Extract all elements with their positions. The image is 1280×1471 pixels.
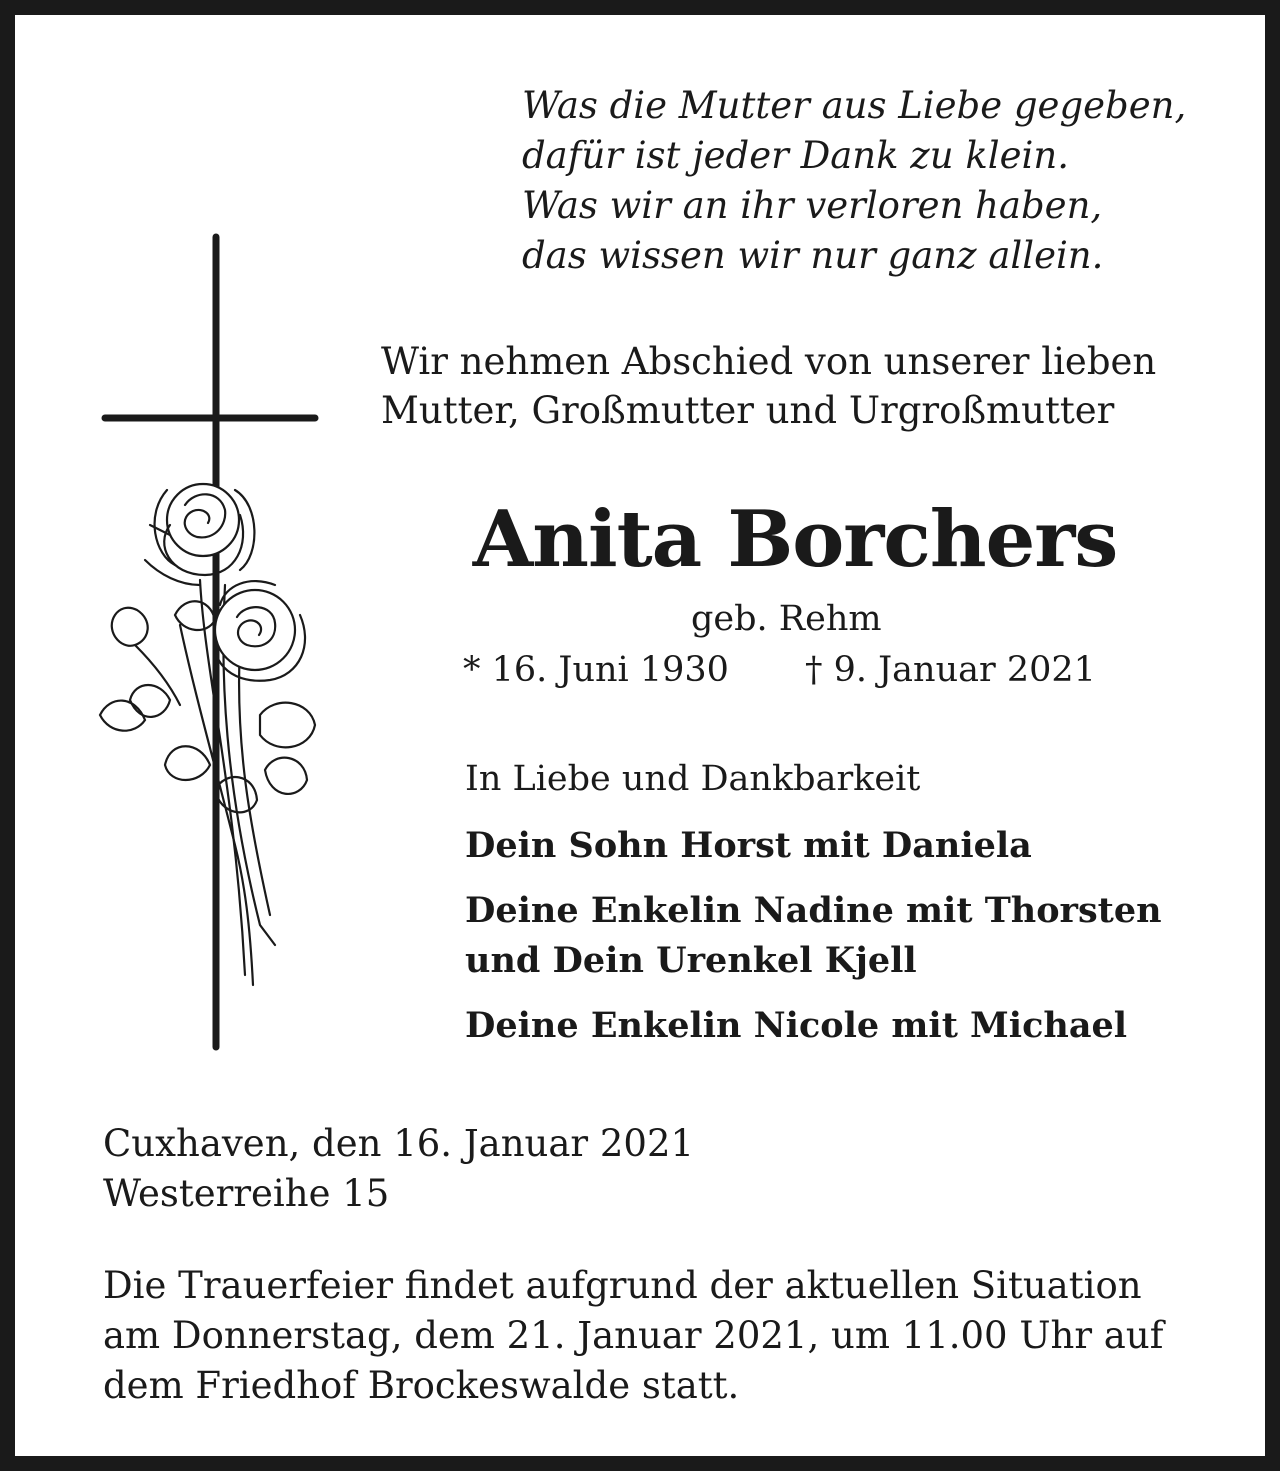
farewell-intro [381,337,1156,435]
maiden-name: geb. Rehm [691,599,882,639]
place-date-line: Cuxhaven, den 16. Januar 2021 [103,1122,695,1165]
death-date: † 9. Januar 2021 [805,650,1096,690]
mourner-line: Deine Enkelin Nicole mit Michael [465,1005,1128,1046]
poem [522,81,1186,281]
notice-line: Die Trauerfeier findet aufgrund der aktuellen Situation [103,1264,1142,1307]
mourner-group [465,886,1162,986]
cross-with-roses-icon [75,225,325,1055]
address-line: Westerreihe 15 [103,1172,390,1215]
mourner-line: Deine Enkelin Nadine mit Thorsten [465,890,1162,931]
mourner-group [465,821,1032,871]
notice-line: dem Friedhof Brockeswalde statt. [103,1364,740,1407]
intro-line: Wir nehmen Abschied von unserer lieben [381,340,1157,383]
mourner-line: und Dein Urenkel Kjell [465,940,917,981]
poem-line: Was wir an ihr verloren haben, [522,184,1103,227]
birth-date: * 16. Juni 1930 [463,650,729,690]
poem-line: das wissen wir nur ganz allein. [522,234,1104,277]
funeral-notice [103,1261,1163,1411]
poem-line: Was die Mutter aus Liebe gegeben, [522,84,1187,127]
notice-line: am Donnerstag, dem 21. Januar 2021, um 11.00 Uhr auf [103,1314,1164,1357]
intro-line: Mutter, Großmutter und Urgroßmutter [381,389,1115,432]
place-and-address [103,1119,694,1219]
mourner-group [465,1001,1127,1051]
poem-line: dafür ist jeder Dank zu klein. [522,134,1069,177]
deceased-name: Anita Borchers [472,494,1118,585]
mourners-intro: In Liebe und Dankbarkeit [465,759,921,799]
mourner-line: Dein Sohn Horst mit Daniela [465,825,1032,866]
